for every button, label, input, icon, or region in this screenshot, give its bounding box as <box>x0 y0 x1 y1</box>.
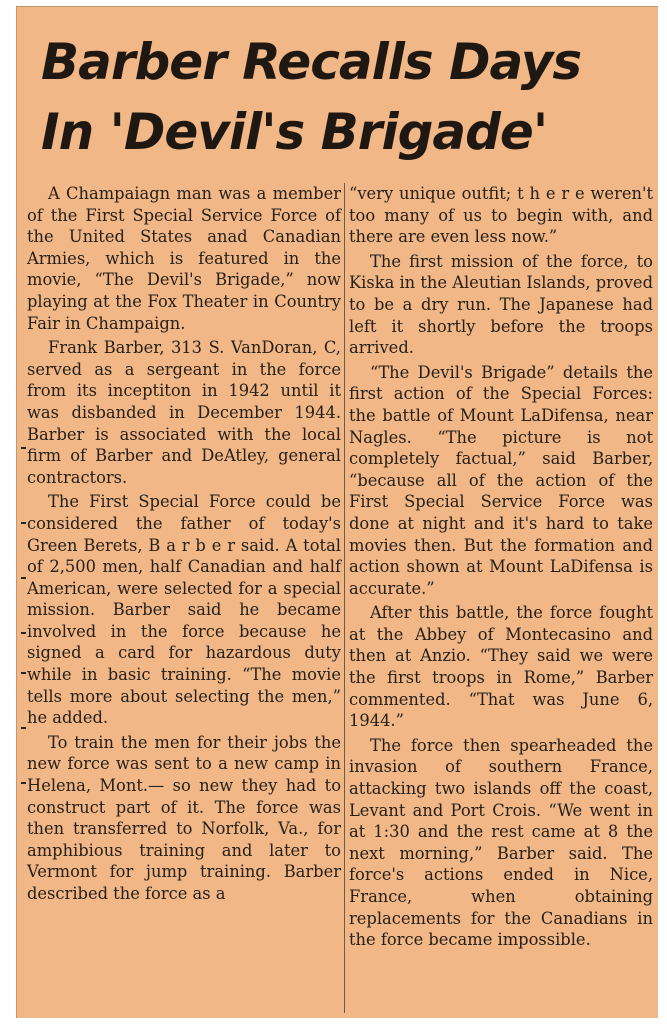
torn-edge-marks <box>21 427 29 827</box>
column-divider <box>344 183 345 1013</box>
paragraph-ladifensa: “The Devil's Brigade” details the first action of the Special Forces: the battle of Mount LaDifensa, near Nagles. “The picture is not completely factual,” said Barber, “because all of the action of the First Special Service Force was done at night and it's hard to take movies then. But the formation and action shown at Mount LaDifensa is accurate.” <box>349 362 653 598</box>
newspaper-clipping <box>16 6 658 1018</box>
paragraph-first-special-force: The First Special Force could be considered the father of today's Green Berets, B a r b e r said. A total of 2,500 men, half Canadian and half American, were selected for a special mission. Barber said he became involved in the force because he signed a card for hazardous duty while in basic training. “The movie tells more about selecting the men,” he added. <box>27 492 341 728</box>
paragraph-intro: A Champaiagn man was a member of the First Special Service Force of the United States anad Canadian Armies, which is featured in the movie, “The Devil's Brigade,” now playing at the Fox Theater in Country Fair in Champaign. <box>27 184 341 333</box>
headline-line-1: Barber Recalls Days <box>41 33 582 91</box>
paragraph-frank-barber: Frank Barber, 313 S. VanDoran, C, served as a sergeant in the force from its inceptiton in 1942 until it was disbanded in December 1944. Barber is associated with the local firm of Barber and DeAtley, general contractors. <box>27 338 341 487</box>
paragraph-continuation: “very unique outfit; t h e r e weren't too many of us to begin with, and there are even less now.” <box>349 184 653 247</box>
left-column <box>27 183 341 905</box>
headline-line-2: In 'Devil's Brigade' <box>41 103 548 161</box>
right-column <box>349 183 653 951</box>
paragraph-kiska: The first mission of the force, to Kiska in the Aleutian Islands, proved to be a dry run. The Japanese had left it shortly before the troops arrived. <box>349 251 653 358</box>
paragraph-montecasino: After this battle, the force fought at the Abbey of Montecasino and then at Anzio. “They said we were the first troops in Rome,” Barber commented. “That was June 6, 1944.” <box>349 603 653 731</box>
paragraph-training: To train the men for their jobs the new force was sent to a new camp in Helena, Mont.— so new they had to construct part of it. The force was then transferred to Norfolk, Va., for amphibious training and later to Vermont for jump training. Barber described the force as a <box>27 732 341 903</box>
paragraph-southern-france: The force then spearheaded the invasion of southern France, attacking two islands off the coast, Levant and Port Crois. “We went in at 1:30 and the rest came at 8 the next morning,” Barber said. The force's actions ended in Nice, France, when obtaining replacements for the Canadians in the force became impossible. <box>349 735 653 950</box>
